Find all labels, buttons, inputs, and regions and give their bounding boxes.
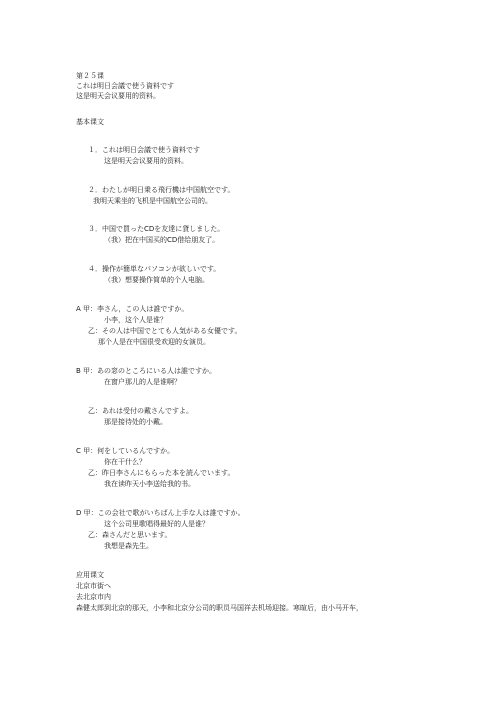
basic-item-4-zh: （我）想要操作简单的个人电脑。 — [104, 276, 209, 284]
dialogue-d-line-1-zh: 这个公司里歌唱得最好的人是谁？ — [104, 520, 209, 528]
dialogue-a-speaker-2: 乙：その人は中国でとても人気がある女優です。 — [88, 327, 242, 335]
lesson-title: 第２５课 — [76, 72, 104, 80]
basic-item-2-zh: 我明天乘坐的飞机是中国航空公司的。 — [93, 197, 212, 205]
applied-text-heading: 应用课文 — [76, 571, 104, 579]
dialogue-a-line-2-zh: 那个人是在中国很受欢迎的女演员。 — [98, 338, 210, 346]
dialogue-b-line-1-zh: 在窗户那儿的人是谁啊？ — [104, 378, 181, 386]
lesson-subtitle-zh: 这是明天会议要用的资料。 — [76, 92, 160, 100]
dialogue-c-line-2-zh: 我在读昨天小李送给我的书。 — [104, 480, 195, 488]
dialogue-b-speaker-1: B 甲：あの窓のところにいる人は誰ですか。 — [76, 367, 217, 375]
basic-item-2-ja: ２．わたしが明日乗る飛行機は中国航空です。 — [88, 186, 235, 194]
applied-title-ja: 北京市街へ — [76, 582, 111, 590]
dialogue-c-line-1-zh: 你在干什么？ — [104, 458, 146, 466]
dialogue-c-speaker-1: C 甲：何をしているんですか。 — [76, 447, 175, 455]
basic-text-heading: 基本课文 — [76, 118, 104, 126]
dialogue-a-line-1-zh: 小李，这个人是谁？ — [104, 316, 167, 324]
dialogue-d-speaker-2: 乙：森さんだと思います。 — [88, 531, 172, 539]
basic-item-1-zh: 这是明天会议要用的资料。 — [104, 157, 188, 165]
dialogue-a-speaker-1: A 甲：李さん，この人は誰ですか。 — [76, 305, 189, 313]
basic-item-3-zh: （我）把在中国买的CD借给朋友了。 — [104, 236, 220, 244]
basic-item-3-ja: ３．中国で買ったCDを友達に貸しました。 — [88, 225, 225, 233]
basic-item-1-ja: １．これは明日会議で使う資料です — [88, 146, 200, 154]
lesson-subtitle-ja: これは明日会議で使う資料です — [76, 82, 174, 90]
applied-title-zh: 去北京市内 — [76, 593, 111, 601]
dialogue-b-line-2-zh: 那是接待处的小戴。 — [104, 418, 167, 426]
dialogue-c-speaker-2: 乙：昨日李さんにもらった本を読んでいます。 — [88, 469, 235, 477]
dialogue-d-line-2-zh: 我想是森先生。 — [104, 542, 153, 550]
dialogue-d-speaker-1: D 甲：この会社で歌がいちばん上手な人は誰ですか。 — [76, 509, 245, 517]
dialogue-b-speaker-2: 乙：あれは受付の戴さんですよ。 — [88, 407, 193, 415]
applied-body-text: 森健太郎到北京的那天，小李和北京分公司的职员马国祥去机场迎接。寒暄后，由小马开车， — [76, 604, 363, 612]
basic-item-4-ja: ４．操作が簡単なパソコンが欲しいです。 — [88, 265, 221, 273]
